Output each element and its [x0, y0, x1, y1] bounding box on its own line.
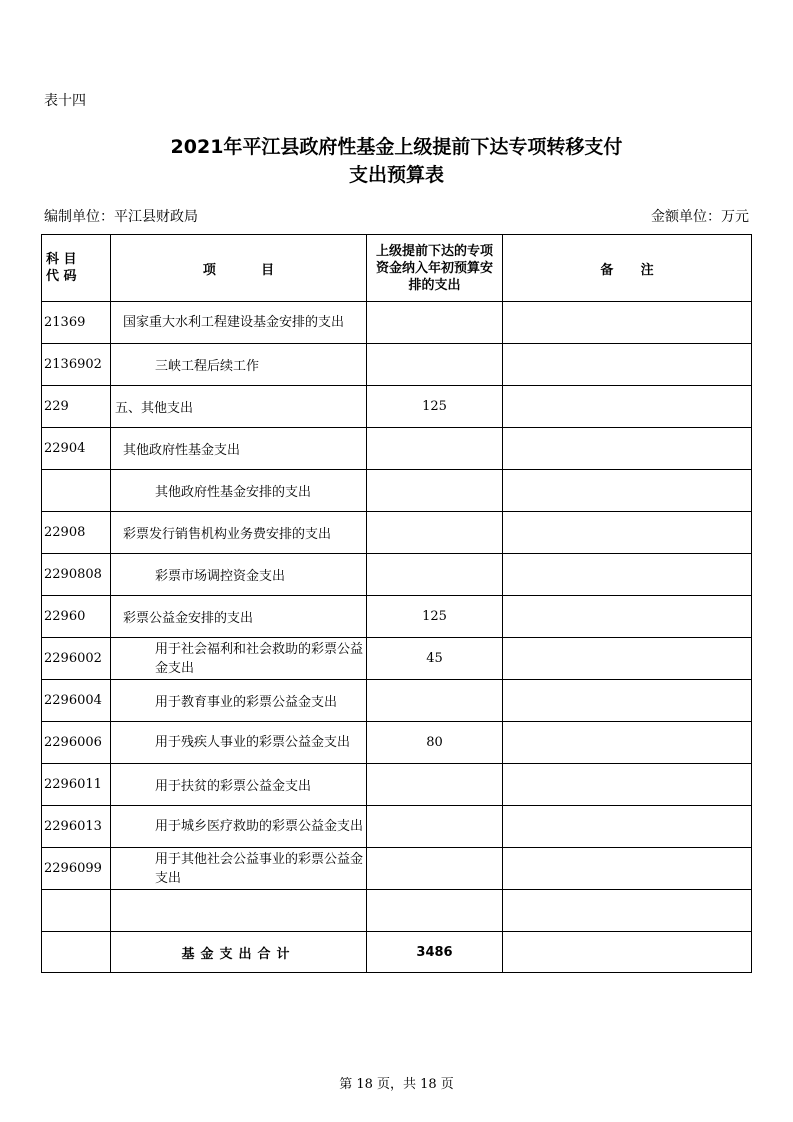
table-row [42, 428, 752, 470]
row-remark [503, 680, 752, 722]
page-subtitle: 支出预算表 [348, 164, 444, 186]
row-code [42, 470, 111, 512]
row-amount [367, 680, 503, 722]
row-amount [367, 344, 503, 386]
table-row [42, 848, 752, 890]
table-row [42, 638, 752, 680]
row-amount [367, 806, 503, 848]
row-code: 2136902 [42, 344, 111, 386]
row-amount [367, 302, 503, 344]
row-remark [503, 512, 752, 554]
row-amount [367, 890, 503, 932]
row-code: 2296013 [42, 806, 111, 848]
row-code: 2290808 [42, 554, 111, 596]
row-code: 22908 [42, 512, 111, 554]
table-row [42, 764, 752, 806]
page-footer: 第 18 页，共 18 页 [339, 1077, 454, 1092]
header-item: 项 目 [111, 235, 367, 302]
total-remark [503, 932, 752, 973]
row-remark [503, 806, 752, 848]
row-code: 21369 [42, 302, 111, 344]
row-amount [367, 470, 503, 512]
row-code: 2296006 [42, 722, 111, 764]
row-amount: 125 [367, 596, 503, 638]
table-row [42, 344, 752, 386]
total-label: 基金支出合计 [111, 932, 367, 973]
total-row [42, 932, 752, 973]
table-row [42, 596, 752, 638]
row-remark [503, 848, 752, 890]
row-code: 2296011 [42, 764, 111, 806]
row-name: 用于扶贫的彩票公益金支出 [111, 764, 367, 806]
table-row [42, 806, 752, 848]
row-remark [503, 638, 752, 680]
table-row [42, 386, 752, 428]
row-amount: 125 [367, 386, 503, 428]
row-name: 用于社会福利和社会救助的彩票公益金支出 [111, 638, 367, 680]
row-remark [503, 554, 752, 596]
row-amount [367, 512, 503, 554]
page-title: 2021年平江县政府性基金上级提前下达专项转移支付 [170, 136, 623, 158]
row-remark [503, 344, 752, 386]
row-remark [503, 722, 752, 764]
header-code [42, 235, 111, 302]
table-row [42, 512, 752, 554]
amount-unit: 金额单位：万元 [651, 209, 749, 225]
table-row [42, 890, 752, 932]
header-remark: 备 注 [503, 235, 752, 302]
table-row [42, 722, 752, 764]
row-remark [503, 764, 752, 806]
row-remark [503, 386, 752, 428]
row-name: 其他政府性基金支出 [111, 428, 367, 470]
row-code: 2296002 [42, 638, 111, 680]
row-name: 用于教育事业的彩票公益金支出 [111, 680, 367, 722]
row-remark [503, 428, 752, 470]
row-code: 2296099 [42, 848, 111, 890]
row-amount: 45 [367, 638, 503, 680]
row-name: 三峡工程后续工作 [111, 344, 367, 386]
header-amount: 上级提前下达的专项资金纳入年初预算安排的支出 [367, 235, 503, 302]
row-name: 用于残疾人事业的彩票公益金支出 [111, 722, 367, 764]
row-name: 国家重大水利工程建设基金安排的支出 [111, 302, 367, 344]
row-name: 彩票公益金安排的支出 [111, 596, 367, 638]
row-remark [503, 302, 752, 344]
row-name [111, 890, 367, 932]
row-name: 用于城乡医疗救助的彩票公益金支出 [111, 806, 367, 848]
header-code-text: 科 目 代 码 [46, 252, 77, 284]
row-remark [503, 890, 752, 932]
table-row [42, 470, 752, 512]
table-row [42, 554, 752, 596]
budget-table [41, 234, 752, 973]
row-amount [367, 428, 503, 470]
total-code [42, 932, 111, 973]
row-name: 五、其他支出 [111, 386, 367, 428]
row-amount: 80 [367, 722, 503, 764]
table-header-row [42, 235, 752, 302]
row-code: 2296004 [42, 680, 111, 722]
row-amount [367, 764, 503, 806]
row-code: 22904 [42, 428, 111, 470]
row-remark [503, 470, 752, 512]
row-name: 用于其他社会公益事业的彩票公益金支出 [111, 848, 367, 890]
row-code: 22960 [42, 596, 111, 638]
row-remark [503, 596, 752, 638]
row-amount [367, 554, 503, 596]
row-code: 229 [42, 386, 111, 428]
table-row [42, 302, 752, 344]
total-amount: 3486 [367, 932, 503, 973]
row-code [42, 890, 111, 932]
table-row [42, 680, 752, 722]
row-name: 彩票市场调控资金支出 [111, 554, 367, 596]
row-name: 其他政府性基金安排的支出 [111, 470, 367, 512]
table-number: 表十四 [44, 93, 86, 109]
row-amount [367, 848, 503, 890]
row-name: 彩票发行销售机构业务费安排的支出 [111, 512, 367, 554]
compiling-unit: 编制单位：平江县财政局 [44, 209, 198, 225]
